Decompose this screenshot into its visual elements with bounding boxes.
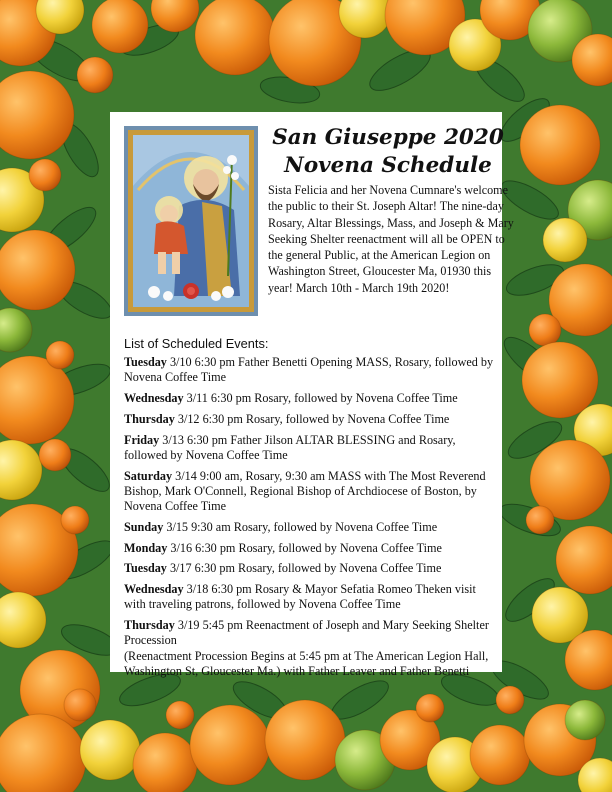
event-item <box>124 541 496 556</box>
event-item <box>124 520 496 535</box>
kumquat <box>61 506 89 534</box>
event-day: Wednesday <box>124 391 184 405</box>
event-item <box>124 582 496 612</box>
page-title <box>268 124 508 180</box>
kumquat <box>529 314 561 346</box>
orange <box>470 725 530 785</box>
event-item <box>124 433 496 463</box>
lime <box>565 700 605 740</box>
event-text: 3/13 6:30 pm Father Jilson ALTAR BLESSING and Rosary, followed by Novena Coffee Time <box>124 432 456 462</box>
event-text: 3/18 6:30 pm Rosary & Mayor Sefatia Romeo Theken visit with traveling patrons, followed by Novena Coffee Time <box>124 582 476 612</box>
event-text: 3/11 6:30 pm Rosary, followed by Novena Coffee Time <box>183 391 458 405</box>
kumquat <box>526 506 554 534</box>
event-text: 3/12 6:30 pm Rosary, followed by Novena Coffee Time <box>174 411 450 426</box>
event-day: Tuesday <box>124 561 167 576</box>
kumquat <box>39 439 71 471</box>
event-day: Thursday <box>124 618 175 633</box>
event-item <box>124 391 496 406</box>
kumquat <box>166 701 194 729</box>
event-item <box>124 618 496 679</box>
kumquat <box>29 159 61 191</box>
list-heading: List of Scheduled Events: <box>124 336 269 351</box>
event-day: Thursday <box>124 411 175 426</box>
orange <box>190 705 270 785</box>
orange <box>520 105 600 185</box>
title-line-2: Novena Schedule <box>284 153 492 178</box>
event-note: (Reenactment Procession Begins at 5:45 pm at The American Legion Hall, Washington St, Gloucester Ma.) with Father Leaver and Father Benetti <box>124 648 489 678</box>
kumquat <box>416 694 444 722</box>
orange <box>92 0 148 53</box>
event-day: Tuesday <box>124 355 167 369</box>
event-day: Friday <box>124 432 160 447</box>
event-item <box>124 355 496 385</box>
title-line-1: San Giuseppe 2020 <box>272 125 504 150</box>
intro-paragraph: Sista Felicia and her Novena Cumnare's welcome the public to their St. Joseph Altar! The nine-day Rosary, Altar Blessings, Mass, and Joseph & Mary Seeking Shelter reenactment will all be OPEN to the general Public, at the American Legion on Washington Street, Gloucester Ma, 01930 this year! March 10th - March 19th 2020! <box>268 183 514 295</box>
orange <box>0 230 75 310</box>
event-day: Saturday <box>124 468 173 483</box>
event-item <box>124 469 496 515</box>
event-text: 3/16 6:30 pm Rosary, followed by Novena Coffee Time <box>167 540 442 555</box>
event-text: 3/17 6:30 pm Rosary, followed by Novena Coffee Time <box>166 561 442 576</box>
lemon <box>543 218 587 262</box>
kumquat <box>64 689 96 721</box>
event-text: 3/14 9:00 am, Rosary, 9:30 am MASS with The Most Reverend Bishop, Mark O'Connell, Regional Bishop of Archdiocese of Boston, by Novena Coffee Time <box>124 468 486 513</box>
lemon <box>80 720 140 780</box>
event-day: Wednesday <box>124 582 184 597</box>
saint-joseph-picture <box>124 126 258 316</box>
orange <box>133 733 197 792</box>
event-text: 3/15 9:30 am Rosary, followed by Novena Coffee Time <box>163 519 438 534</box>
event-day: Sunday <box>124 519 164 534</box>
orange <box>522 342 598 418</box>
orange <box>195 0 275 75</box>
kumquat <box>77 57 113 93</box>
event-item <box>124 412 496 427</box>
event-item <box>124 561 496 576</box>
event-text: 3/19 5:45 pm Reenactment of Joseph and Mary Seeking Shelter Procession <box>124 618 489 648</box>
event-text: 3/10 6:30 pm Father Benetti Opening MASS, Rosary, followed by Novena Coffee Time <box>124 355 494 385</box>
orange <box>265 700 345 780</box>
event-day: Monday <box>124 540 168 555</box>
kumquat <box>496 686 524 714</box>
event-list <box>124 355 496 685</box>
kumquat <box>46 341 74 369</box>
